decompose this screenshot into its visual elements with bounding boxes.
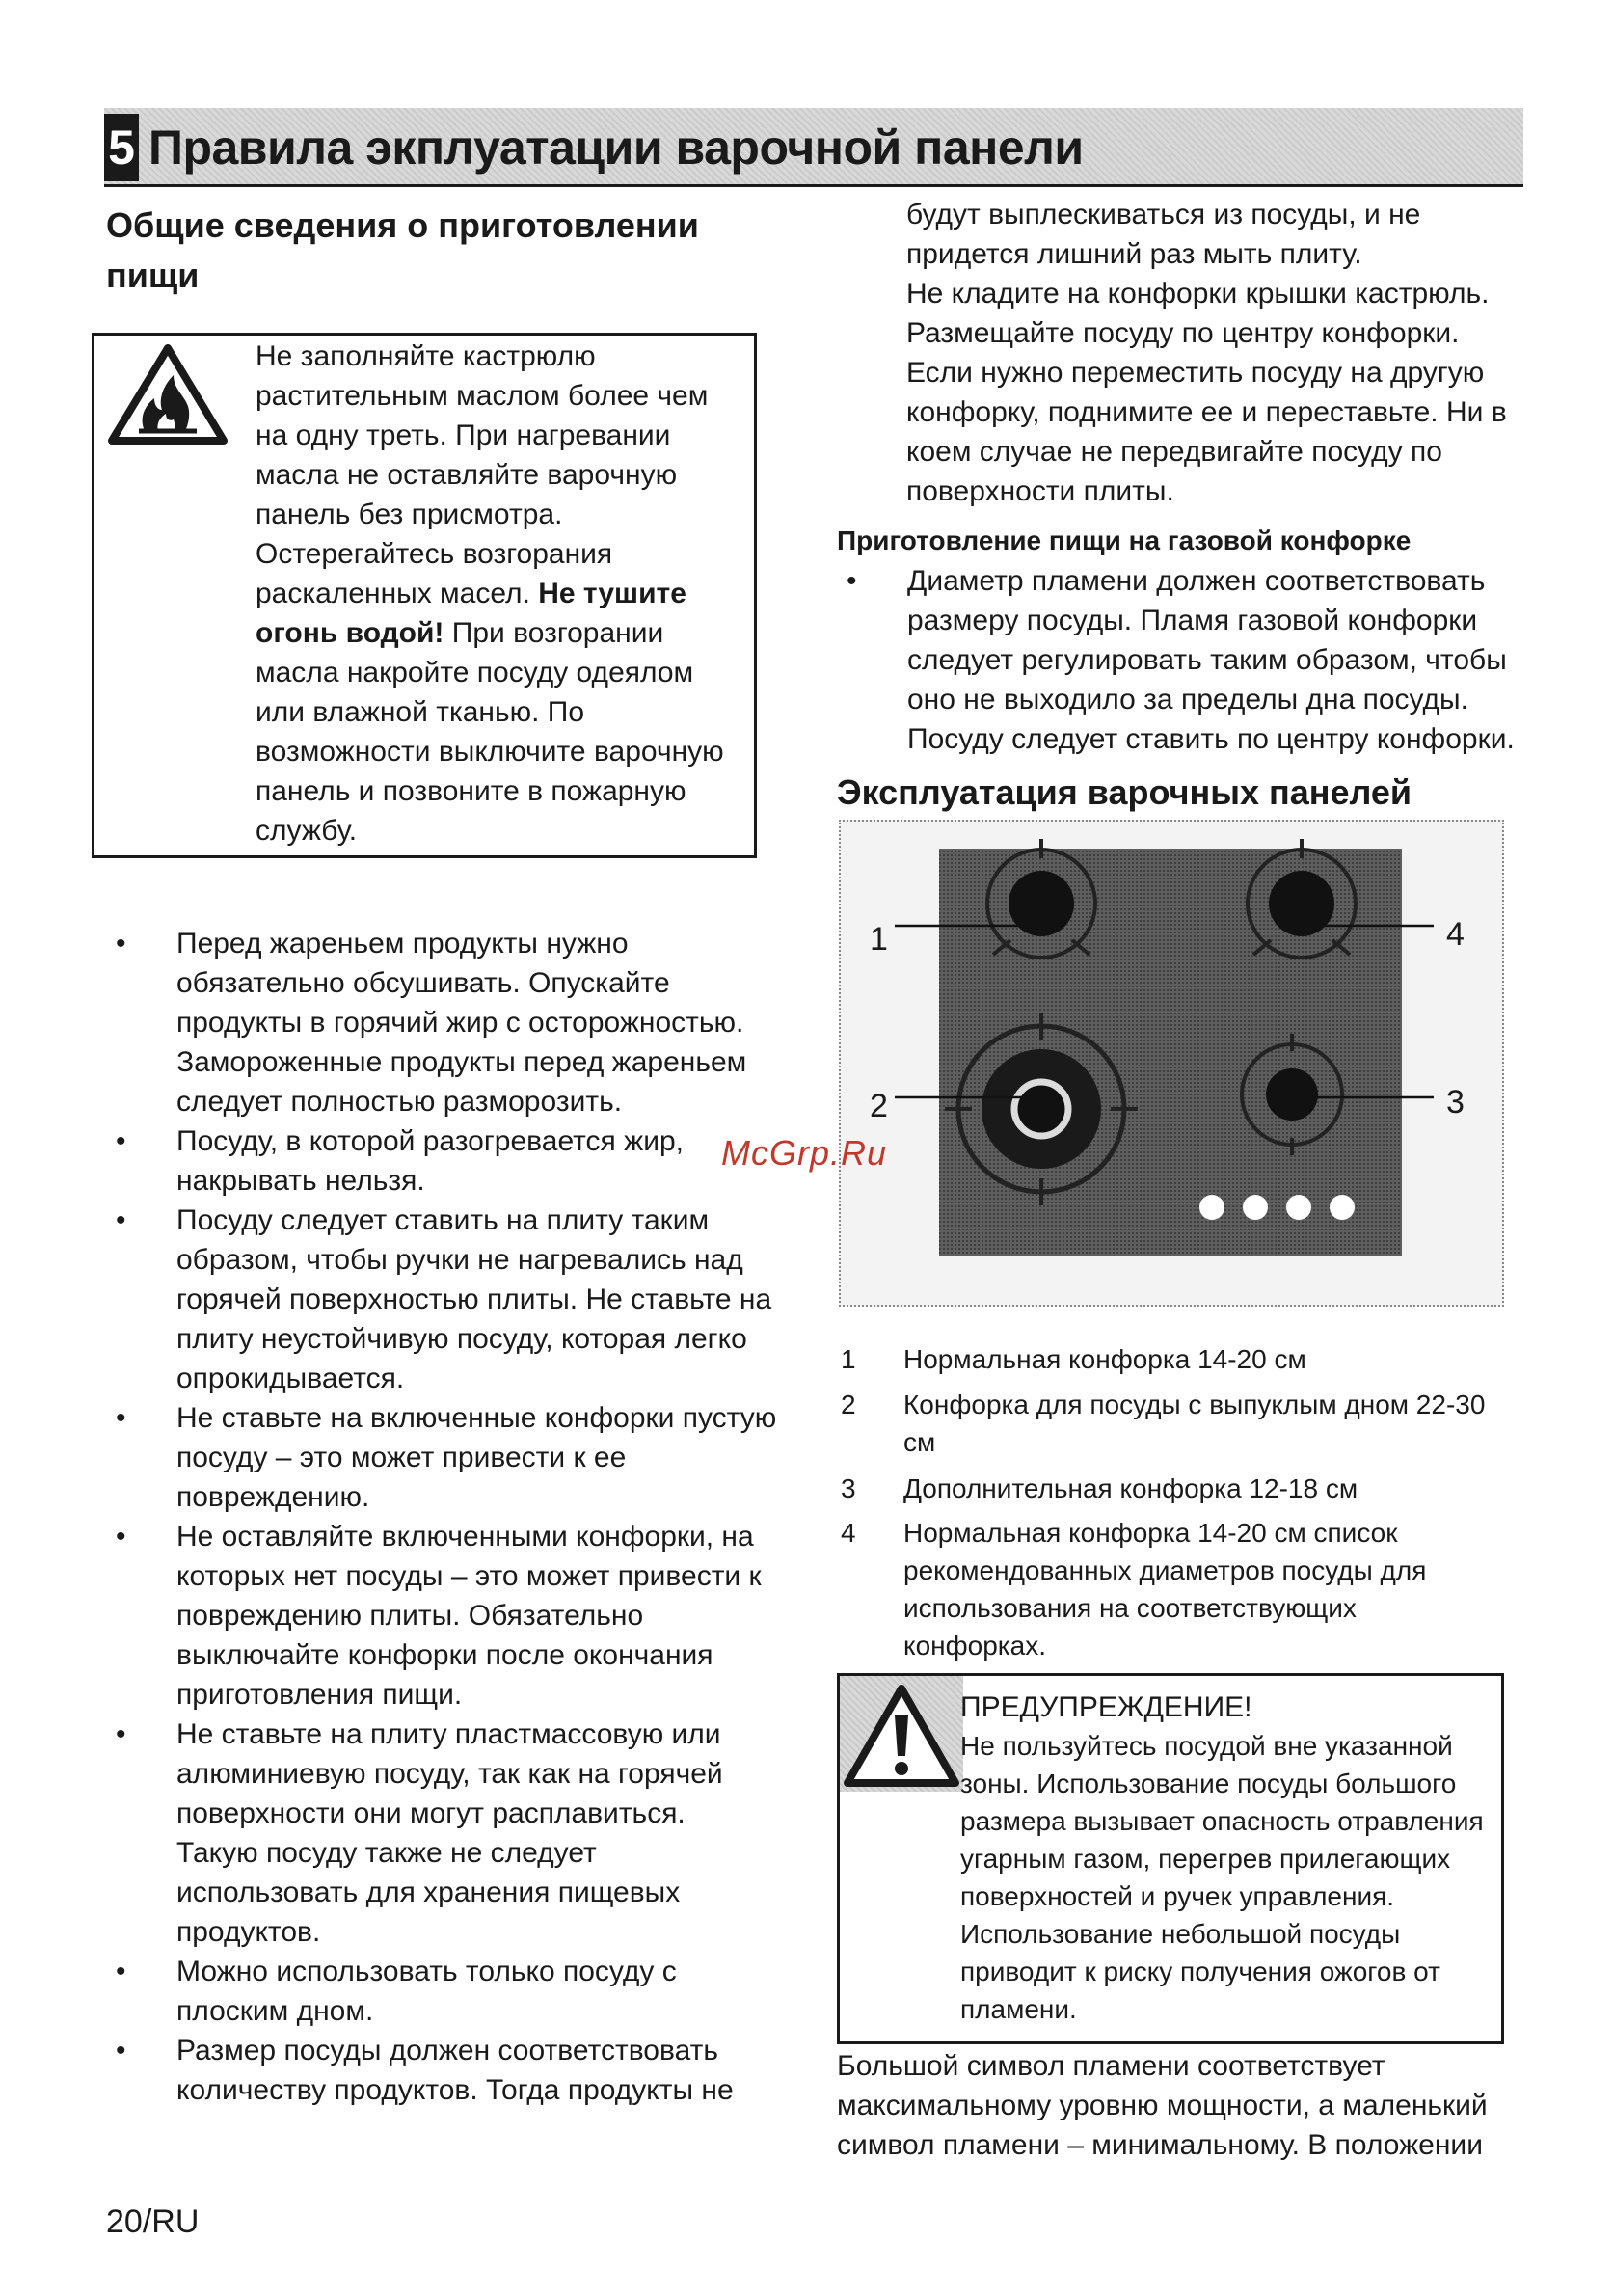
fire-warning-line: Не заполняйте кастрюлю [256,340,596,372]
page-number: 20/RU [106,2203,200,2240]
fire-warning-line: растительным маслом более чем [256,380,709,412]
fire-hazard-icon [106,342,229,446]
knob-4 [1330,1195,1355,1220]
warning-triangle-icon [842,1683,961,1791]
fire-warning-emphasis: Не тушите [538,578,686,609]
warning-text: ПРЕДУПРЕЖДЕНИЕ! Не пользуйтесь посудой вне указанной зоны. Использование посуды большого размера вызывает опасность отравления угарным газом, перегрев прилегающих поверхностей и ручек управления. Использование небольшой посуды приводит к риску получения ожогов от пламени. [960,1688,1496,2028]
fire-warning-text-normal: раскаленных масел. [256,578,530,609]
list-item: • Размер посуды должен соответствовать количеству продуктов. Тогда продукты не [106,2031,800,2110]
fire-warning-emphasis: огонь водой! [256,617,444,649]
fire-warning-text [256,337,742,851]
flame-symbol-paragraph: Большой символ пламени соответствует максимальному уровню мощности, а маленький символ пламени – минимальному. В положении [837,2050,1488,2161]
page-title: Правила экплуатации варочной панели [148,121,1084,175]
continuation-paragraph: будут выплескиваться из посуды, и не придется лишний раз мыть плиту. Не кладите на конфорки крышки кастрюль. Размещайте посуду по центру конфорки. Если нужно переместить посуду на другую конфорку, поднимите ее и переставьте. Ни в коем случае не передвигайте посуду по поверхности плиты. [906,199,1507,507]
list-item: • Не ставьте на плиту пластмассовую или алюминиевую посуду, так как на горячей поверхности они могут расплавиться. Такую посуду также не следует использовать для хранения пищевых продуктов. [106,1715,800,1952]
knob-3 [1286,1195,1311,1220]
list-item: • Можно использовать только посуду с плоским дном. [106,1952,800,2031]
hob-label-3: 3 [1446,1084,1465,1121]
list-item: • Посуду, в которой разогревается жир, накрывать нельзя. [106,1121,800,1201]
hob-label-1: 1 [870,921,888,958]
fire-warning-line: панель и позвоните в пожарную [256,775,686,807]
fire-warning-line: масла не оставляйте варочную [256,459,678,491]
warning-title: ПРЕДУПРЕЖДЕНИЕ! [960,1691,1252,1723]
hob-operation-heading: Эксплуатация варочных панелей [837,772,1412,812]
hob-label-4: 4 [1446,916,1465,953]
list-item: • Перед жареньем продукты нужно обязательно обсушивать. Опускайте продукты в горячий жир с осторожностью. Замороженные продукты перед жареньем следует полностью разморозить. [106,924,800,1121]
fire-warning-line: возможности выключите варочную [256,736,724,768]
list-item: • Посуду следует ставить на плиту таким образом, чтобы ручки не нагревались над горячей поверхностью плиты. Не ставьте на плиту неустойчивую посуду, которая легко опрокидывается. [106,1201,800,1398]
gas-cooking-heading: Приготовление пищи на газовой конфорке [837,526,1412,555]
section-number: 5 [104,114,139,181]
fire-warning-line: службу. [256,815,358,847]
fire-warning-line: на одну треть. При нагревании [256,419,671,451]
fire-warning-line: или влажной тканью. По [256,696,585,728]
list-item: • Не оставляйте включенными конфорки, на которых нет посуды – это может привести к повреждению плиты. Обязательно выключайте конфорки после окончания приготовления пищи. [106,1517,800,1715]
knob-2 [1243,1195,1268,1220]
fire-warning-line: панель без присмотра. [256,499,563,530]
fire-warning-line: масла накройте посуду одеялом [256,657,694,689]
list-item: • Диаметр пламени должен соответствовать размеру посуды. Пламя газовой конфорки следует регулировать таким образом, чтобы оно не выходило за пределы дна посуды. Посуду следует ставить по центру конфорки. [837,561,1523,759]
watermark: McGrp.Ru [721,1133,888,1173]
knob-1 [1199,1195,1224,1220]
fire-warning-line [256,613,742,653]
fire-warning-line [256,574,742,613]
hob-diagram [839,820,1504,1307]
list-item: • Не ставьте на включенные конфорки пустую посуду – это может привести к ее повреждению. [106,1398,800,1517]
general-info-heading-line2: пищи [106,256,200,295]
safety-bullet-list [106,924,800,2110]
hob-label-2: 2 [870,1088,888,1124]
fire-warning-text-normal: При возгорании [451,617,664,649]
fire-warning-line: Остерегайтесь возгорания [256,538,613,570]
general-info-heading-line1: Общие сведения о приготовлении [106,205,699,245]
gas-bullet-list [837,561,1523,759]
